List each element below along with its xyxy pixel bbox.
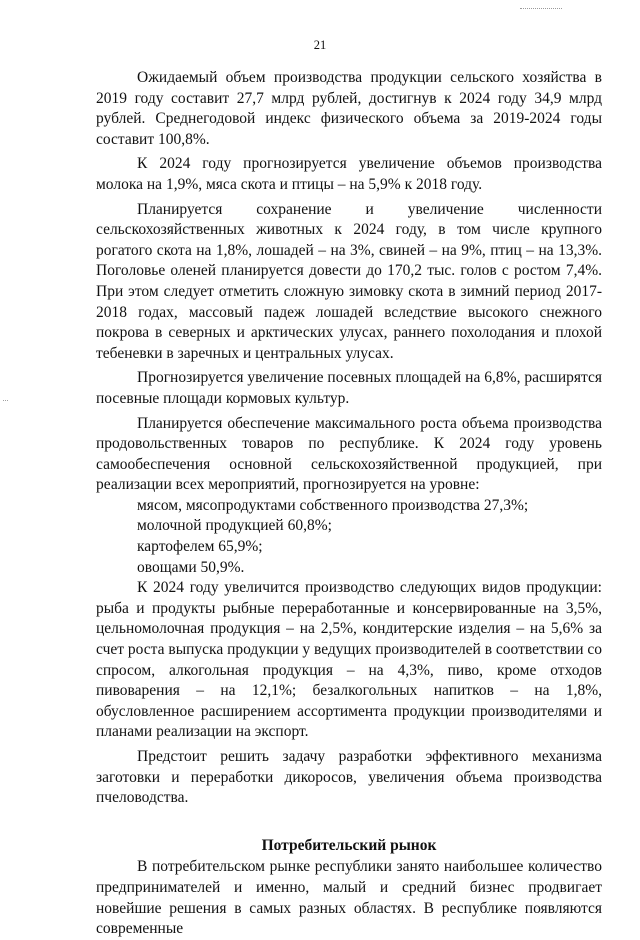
list-item: овощами 50,9%. <box>137 558 245 576</box>
list-item: картофелем 65,9%; <box>137 538 263 556</box>
paragraph: К 2024 году прогнозируется увеличение объемов производства молока на 1,9%, мяса скота и птицы – на 5,9% к 2018 году. <box>96 155 602 193</box>
paragraph: К 2024 году увеличится производство следующих видов продукции: рыба и продукты рыбные переработанные и консервированные на 3,5%, цельномолочная продукция – на 2,5%, кондитерские изделия – на 5,6% за счет роста выпуска продукции у ведущих производителей в соответствии со спросом, алкогольная продукция – на 4,3%, пиво, кроме отходов пивоварения – на 12,1%; безалкогольных напитков – на 1,8%, обусловленное расширением ассортимента продукции производителями и планами реализации на экспорт. <box>96 579 603 741</box>
paragraph: Прогнозируется увеличение посевных площадей на 6,8%, расширятся посевные площади кормовых культур. <box>96 369 602 407</box>
paragraph: Ожидаемый объем производства продукции сельского хозяйства в 2019 году составит 27,7 млрд рублей, достигнув к 2024 году 34,9 млрд рублей. Среднегодовой индекс физического объема за 2019-2024 годы составит 100,8%. <box>96 69 602 148</box>
paragraph: Предстоит решить задачу разработки эффективного механизма заготовки и переработки дикоросов, увеличения объема производства пчеловодства. <box>96 748 602 807</box>
list-item: мясом, мясопродуктами собственного производства 27,3%; <box>137 496 529 514</box>
section-heading: Потребительский рынок <box>261 836 437 854</box>
page-number: 21 <box>313 38 327 52</box>
list-item: молочной продукцией 60,8%; <box>137 517 332 535</box>
paragraph: Планируется обеспечение максимального роста объема производства продовольственных товаров по республике. К 2024 году уровень самообеспечения основной сельскохозяйственной продукцией, при реализации всех мероприятий, прогнозируется на уровне: <box>96 414 602 494</box>
document-body <box>96 68 602 940</box>
paragraph: В потребительском рынке республики занято наибольшее количество предпринимателей и именно, малый и средний бизнес продвигает новейшие решения в самых разных областях. В республике появляются современные <box>96 858 602 938</box>
scan-mark <box>3 400 8 401</box>
scan-mark <box>520 8 562 9</box>
paragraph: Планируется сохранение и увеличение численности сельскохозяйственных животных к 2024 году, в том числе крупного рогатого скота на 1,8%, лошадей – на 3%, свиней – на 9%, птиц – на 13,3%. Поголовье оленей планируется довести до 170,2 тыс. голов с ростом 7,4%. При этом следует отметить сложную зимовку скота в зимний период 2017-2018 годах, массовый падеж лошадей вследствие высокого снежного покрова в северных и арктических улусах, раннего похолодания и плохой тебеневки в заречных и центральных улусах. <box>96 200 602 362</box>
